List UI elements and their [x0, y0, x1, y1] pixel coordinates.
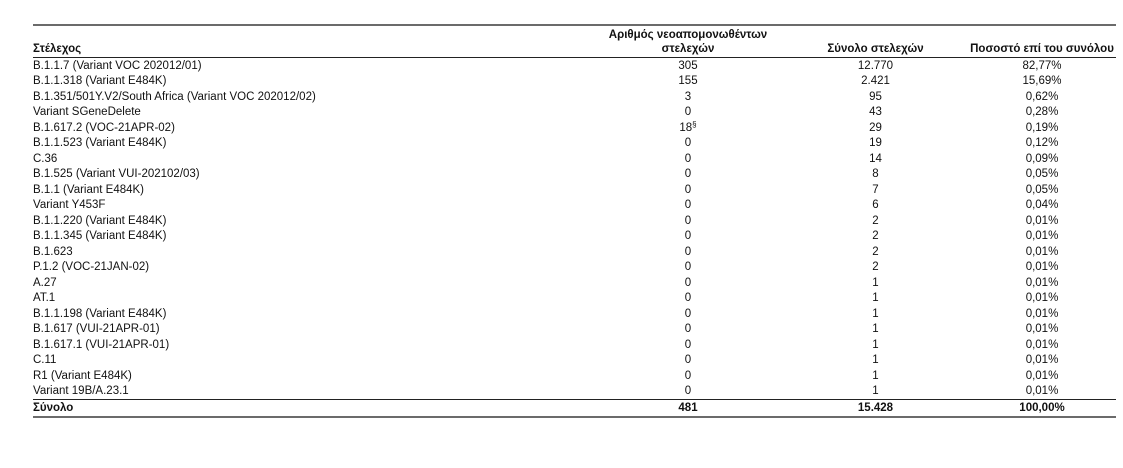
strain-name: B.1.617 (VUI-21APR-01): [33, 323, 160, 336]
percent-cell: 0,62%: [1025, 90, 1059, 103]
new-isolates-cell: [593, 260, 783, 276]
new-isolates-cell: [593, 384, 783, 400]
new-isolates-cell: [593, 120, 783, 136]
new-isolates-value: 0: [684, 230, 692, 243]
new-isolates-value: 0: [684, 199, 692, 212]
percent-cell: 0,01%: [1025, 307, 1059, 320]
strain-name: AT.1: [33, 292, 56, 305]
table-row: [33, 353, 1116, 369]
new-isolates-cell: [593, 337, 783, 353]
percent-cell: 15,69%: [1022, 75, 1062, 88]
new-isolates-value: 0: [684, 307, 692, 320]
variant-table-container: [33, 24, 1116, 418]
total-strains-cell: 6: [872, 199, 879, 212]
new-isolates-value: 0: [684, 137, 692, 150]
total-percent: 100,00%: [1019, 402, 1065, 414]
new-isolates-value: 0: [684, 261, 692, 274]
strain-name: B.1.1 (Variant E484K): [33, 183, 145, 196]
total-strains-cell: 2: [872, 245, 879, 258]
table-row: [33, 244, 1116, 260]
strain-name: B.1.1.345 (Variant E484K): [33, 230, 167, 243]
new-isolates-cell: [593, 182, 783, 198]
percent-cell: 0,01%: [1025, 214, 1059, 227]
new-isolates-cell: [593, 306, 783, 322]
table-row: [33, 105, 1116, 121]
table-body: [33, 58, 1116, 400]
table-row: [33, 151, 1116, 167]
strain-name: B.1.525 (Variant VUI-202102/03): [33, 168, 200, 181]
strain-name: B.1.1.198 (Variant E484K): [33, 307, 167, 320]
total-new-isolates: 481: [678, 402, 698, 414]
new-isolates-cell: [593, 58, 783, 74]
percent-cell: 0,19%: [1025, 121, 1059, 134]
percent-cell: 0,28%: [1025, 106, 1059, 119]
strain-name: B.1.1.7 (Variant VOC 202012/01): [33, 59, 202, 72]
table-row: [33, 213, 1116, 229]
table-row: [33, 167, 1116, 183]
table-header: [33, 25, 1116, 58]
strain-name: C.36: [33, 152, 58, 165]
strain-name: B.1.1.523 (Variant E484K): [33, 137, 167, 150]
percent-cell: 0,01%: [1025, 338, 1059, 351]
total-strains-cell: 1: [872, 385, 879, 398]
percent-cell: 0,05%: [1025, 183, 1059, 196]
new-isolates-value: 0: [684, 106, 692, 119]
total-strains-cell: 43: [869, 106, 882, 119]
table-footer: [33, 400, 1116, 418]
strain-name: R1 (Variant E484K): [33, 369, 132, 382]
percent-cell: 0,01%: [1025, 245, 1059, 258]
new-isolates-cell: [593, 322, 783, 338]
total-strains-cell: 95: [869, 90, 882, 103]
new-isolates-value: 0: [684, 338, 692, 351]
new-isolates-cell: [593, 291, 783, 307]
new-isolates-value: 0: [684, 354, 692, 367]
percent-cell: 0,04%: [1025, 199, 1059, 212]
percent-cell: 0,01%: [1025, 354, 1059, 367]
total-strains-cell: 14: [869, 152, 882, 165]
new-isolates-value: 305: [678, 59, 698, 72]
strain-name: B.1.351/501Y.V2/South Africa (Variant VOC 202012/02): [33, 90, 316, 103]
new-isolates-cell: [593, 151, 783, 167]
strain-name: B.1.1.318 (Variant E484K): [33, 75, 167, 88]
percent-cell: 0,01%: [1025, 230, 1059, 243]
new-isolates-value: 0: [684, 292, 692, 305]
new-isolates-value: 0: [684, 323, 692, 336]
strain-name: B.1.617.1 (VUI-21APR-01): [33, 338, 170, 351]
new-isolates-value: 155: [678, 75, 698, 88]
new-isolates-value: 0: [684, 214, 692, 227]
strain-name: Variant SGeneDelete: [33, 106, 141, 119]
new-isolates-cell: [593, 89, 783, 105]
header-new-isolates: Αριθμός νεοαπομονωθέντων στελεχών: [608, 29, 768, 55]
total-strains: 15.428: [857, 402, 894, 414]
table-row: [33, 136, 1116, 152]
total-strains-cell: 1: [872, 292, 879, 305]
header-total-strains: Σύνολο στελεχών: [827, 43, 924, 55]
header-row: [33, 25, 1116, 58]
total-strains-cell: 1: [872, 276, 879, 289]
new-isolates-cell: [593, 229, 783, 245]
new-isolates-value: 0: [684, 168, 692, 181]
table-row: [33, 275, 1116, 291]
total-label: Σύνολο: [33, 402, 74, 414]
strain-name: Variant Y453F: [33, 199, 106, 212]
strain-name: C.11: [33, 354, 57, 367]
table-row: [33, 229, 1116, 245]
total-strains-cell: 1: [872, 323, 879, 336]
header-strain: Στέλεχος: [33, 43, 82, 55]
new-isolates-cell: [593, 275, 783, 291]
new-isolates-value: 18: [679, 121, 693, 134]
total-strains-cell: 1: [872, 354, 879, 367]
table-row: [33, 384, 1116, 400]
table-row: [33, 58, 1116, 74]
total-strains-cell: 2: [872, 214, 879, 227]
total-strains-cell: 12.770: [857, 59, 894, 72]
header-percent-total: Ποσοστό επί του συνόλου: [970, 43, 1114, 55]
percent-cell: 0,01%: [1025, 292, 1059, 305]
strain-name: B.1.617.2 (VOC-21APR-02): [33, 121, 175, 134]
strain-name: P.1.2 (VOC-21JAN-02): [33, 261, 150, 274]
new-isolates-value: 0: [684, 369, 692, 382]
total-strains-cell: 19: [869, 137, 882, 150]
new-isolates-cell: [593, 353, 783, 369]
variant-table: [33, 24, 1116, 418]
total-strains-cell: 1: [872, 307, 879, 320]
total-strains-cell: 8: [872, 168, 879, 181]
total-row: [33, 400, 1116, 418]
percent-cell: 0,01%: [1025, 261, 1059, 274]
total-strains-cell: 29: [869, 121, 882, 134]
footnote-mark: §: [692, 119, 697, 129]
strain-name: Variant 19B/A.23.1: [33, 385, 129, 398]
new-isolates-cell: [593, 244, 783, 260]
table-row: [33, 260, 1116, 276]
percent-cell: 0,01%: [1025, 276, 1059, 289]
table-row: [33, 182, 1116, 198]
percent-cell: 0,01%: [1025, 369, 1059, 382]
total-strains-cell: 2: [872, 261, 879, 274]
new-isolates-cell: [593, 136, 783, 152]
new-isolates-value: 0: [684, 245, 692, 258]
new-isolates-cell: [593, 74, 783, 90]
percent-cell: 0,05%: [1025, 168, 1059, 181]
new-isolates-value: 0: [684, 183, 692, 196]
new-isolates-value: 3: [684, 90, 692, 103]
table-row: [33, 337, 1116, 353]
strain-name: B.1.623: [33, 245, 73, 258]
table-row: [33, 306, 1116, 322]
new-isolates-cell: [593, 167, 783, 183]
new-isolates-value: 0: [684, 152, 692, 165]
table-row: [33, 89, 1116, 105]
total-strains-cell: 2.421: [861, 75, 890, 88]
total-strains-cell: 1: [872, 338, 879, 351]
percent-cell: 0,12%: [1025, 137, 1059, 150]
total-strains-cell: 7: [872, 183, 879, 196]
percent-cell: 0,09%: [1025, 152, 1059, 165]
new-isolates-cell: [593, 368, 783, 384]
percent-cell: 82,77%: [1022, 59, 1062, 72]
table-row: [33, 368, 1116, 384]
table-row: [33, 120, 1116, 136]
table-row: [33, 291, 1116, 307]
table-row: [33, 322, 1116, 338]
table-row: [33, 74, 1116, 90]
new-isolates-value: 0: [684, 385, 692, 398]
total-strains-cell: 2: [872, 230, 879, 243]
strain-name: A.27: [33, 276, 57, 289]
table-row: [33, 198, 1116, 214]
new-isolates-cell: [593, 198, 783, 214]
new-isolates-cell: [593, 213, 783, 229]
new-isolates-value: 0: [684, 276, 692, 289]
percent-cell: 0,01%: [1025, 323, 1059, 336]
total-strains-cell: 1: [872, 369, 879, 382]
new-isolates-cell: [593, 105, 783, 121]
strain-name: B.1.1.220 (Variant E484K): [33, 214, 167, 227]
percent-cell: 0,01%: [1025, 385, 1059, 398]
